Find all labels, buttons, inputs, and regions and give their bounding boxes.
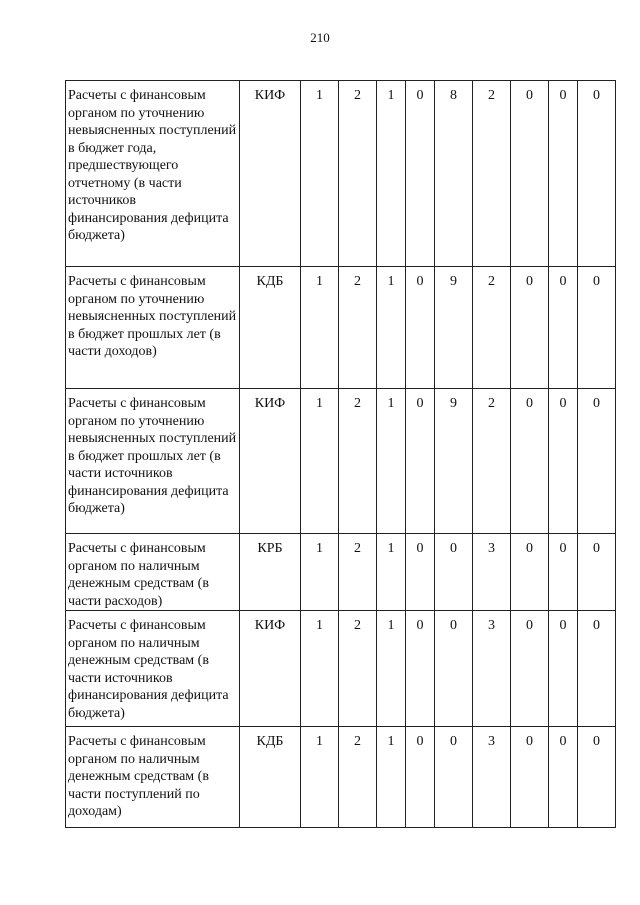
account-digit: 1 <box>301 534 339 611</box>
account-digit: 0 <box>435 727 473 828</box>
account-digit: 0 <box>578 389 616 534</box>
account-digit: 1 <box>301 267 339 389</box>
page-number: 210 <box>310 30 330 45</box>
account-table <box>65 80 616 828</box>
table-row <box>66 267 616 389</box>
account-description: Расчеты с финансовым органом по наличным денежным средствам (в части поступлений по доходам) <box>66 727 240 828</box>
account-digit: 0 <box>549 267 578 389</box>
account-digit: 0 <box>549 534 578 611</box>
account-digit: 0 <box>578 267 616 389</box>
account-digit: 1 <box>377 534 406 611</box>
account-digit: 0 <box>511 81 549 267</box>
account-digit: 1 <box>377 267 406 389</box>
account-digit: 0 <box>549 727 578 828</box>
account-digit: 2 <box>473 267 511 389</box>
account-digit: 0 <box>511 611 549 727</box>
code-type: КДБ <box>240 727 301 828</box>
table-row <box>66 389 616 534</box>
account-digit: 1 <box>301 727 339 828</box>
account-description: Расчеты с финансовым органом по наличным денежным средствам (в части расходов) <box>66 534 240 611</box>
account-digit: 2 <box>339 267 377 389</box>
account-digit: 1 <box>301 389 339 534</box>
account-digit: 0 <box>435 611 473 727</box>
account-digit: 0 <box>511 389 549 534</box>
account-digit: 1 <box>377 389 406 534</box>
account-digit: 1 <box>301 611 339 727</box>
table-row <box>66 727 616 828</box>
account-digit: 2 <box>473 81 511 267</box>
account-digit: 2 <box>473 389 511 534</box>
account-description: Расчеты с финансовым органом по уточнению невыясненных поступлений в бюджет прошлых лет (в части источников финансирования дефицита бюджета) <box>66 389 240 534</box>
account-description: Расчеты с финансовым органом по уточнению невыясненных поступлений в бюджет прошлых лет (в части доходов) <box>66 267 240 389</box>
account-digit: 2 <box>339 81 377 267</box>
table-row <box>66 81 616 267</box>
account-digit: 0 <box>578 727 616 828</box>
account-digit: 0 <box>549 389 578 534</box>
code-type: КИФ <box>240 611 301 727</box>
account-digit: 1 <box>377 727 406 828</box>
account-digit: 1 <box>377 611 406 727</box>
table-row <box>66 611 616 727</box>
account-digit: 0 <box>578 611 616 727</box>
account-digit: 2 <box>339 534 377 611</box>
table-row <box>66 534 616 611</box>
account-digit: 0 <box>511 727 549 828</box>
account-digit: 0 <box>549 611 578 727</box>
account-digit: 1 <box>301 81 339 267</box>
account-digit: 9 <box>435 267 473 389</box>
account-digit: 0 <box>406 534 435 611</box>
code-type: КДБ <box>240 267 301 389</box>
account-digit: 9 <box>435 389 473 534</box>
code-type: КРБ <box>240 534 301 611</box>
account-digit: 1 <box>377 81 406 267</box>
account-digit: 3 <box>473 611 511 727</box>
account-digit: 0 <box>406 389 435 534</box>
account-digit: 0 <box>406 267 435 389</box>
code-type: КИФ <box>240 81 301 267</box>
account-digit: 3 <box>473 727 511 828</box>
account-digit: 0 <box>511 534 549 611</box>
account-digit: 2 <box>339 389 377 534</box>
account-digit: 0 <box>578 534 616 611</box>
account-digit: 2 <box>339 727 377 828</box>
account-digit: 0 <box>406 81 435 267</box>
account-digit: 3 <box>473 534 511 611</box>
code-type: КИФ <box>240 389 301 534</box>
account-digit: 2 <box>339 611 377 727</box>
account-digit: 0 <box>406 611 435 727</box>
account-description: Расчеты с финансовым органом по наличным денежным средствам (в части источников финансирования дефицита бюджета) <box>66 611 240 727</box>
account-digit: 0 <box>435 534 473 611</box>
account-digit: 0 <box>511 267 549 389</box>
account-digit: 0 <box>578 81 616 267</box>
account-digit: 0 <box>549 81 578 267</box>
account-digit: 0 <box>406 727 435 828</box>
account-digit: 8 <box>435 81 473 267</box>
account-description: Расчеты с финансовым органом по уточнению невыясненных поступлений в бюджет года, предшествующего отчетному (в части источников финансирования дефицита бюджета) <box>66 81 240 267</box>
